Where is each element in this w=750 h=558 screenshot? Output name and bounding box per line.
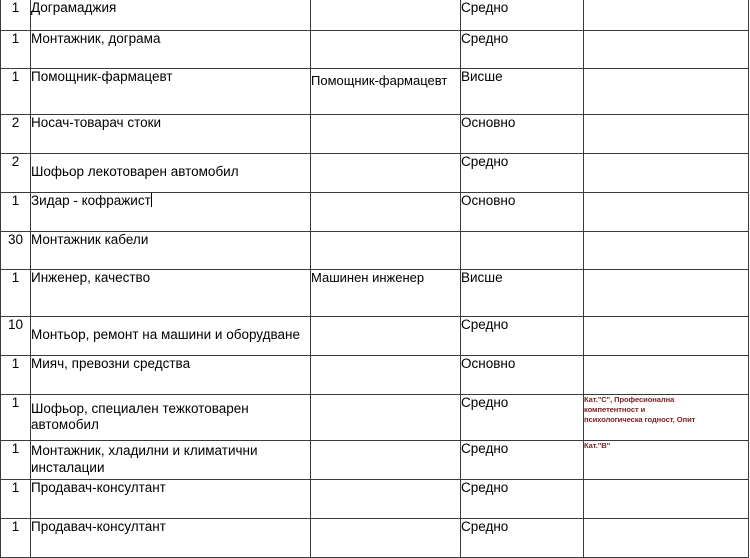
cell-education[interactable]: Средно (461, 30, 584, 68)
table-row[interactable] (1, 30, 749, 68)
cell-requirements[interactable] (584, 114, 749, 153)
cell-specialty[interactable] (311, 479, 461, 518)
cell-education[interactable]: Основно (461, 192, 584, 231)
cell-requirements[interactable] (584, 0, 749, 30)
cell-count[interactable]: 10 (1, 316, 31, 355)
cell-count[interactable]: 1 (1, 0, 31, 30)
table-row[interactable] (1, 231, 749, 269)
table-row[interactable] (1, 479, 749, 518)
cell-specialty[interactable]: Помощник-фармацевт (311, 68, 461, 114)
cell-requirements[interactable] (584, 355, 749, 394)
cell-requirements[interactable] (584, 68, 749, 114)
cell-education[interactable]: Средно (461, 316, 584, 355)
requirement-line: компетентност и (584, 404, 646, 414)
cell-education[interactable]: Средно (461, 153, 584, 192)
table-row[interactable] (1, 355, 749, 394)
cell-position[interactable]: Дограмаджия (31, 0, 311, 30)
cell-specialty[interactable] (311, 394, 461, 440)
cell-position[interactable]: Продавач-консултант (31, 518, 311, 557)
cell-count[interactable]: 1 (1, 394, 31, 440)
table-row[interactable] (1, 192, 749, 231)
cell-education[interactable]: Основно (461, 355, 584, 394)
table-row[interactable] (1, 518, 749, 557)
table-row[interactable] (1, 269, 749, 316)
cell-education[interactable]: Средно (461, 479, 584, 518)
cell-position[interactable]: Помощник-фармацевт (31, 68, 311, 114)
cell-count[interactable]: 1 (1, 269, 31, 316)
text-cursor-caret (151, 193, 152, 207)
cell-count[interactable]: 1 (1, 68, 31, 114)
cell-requirements[interactable] (584, 440, 749, 479)
cell-count[interactable]: 1 (1, 440, 31, 479)
cell-education[interactable]: Средно (461, 0, 584, 30)
cell-position[interactable] (31, 192, 311, 231)
cell-position[interactable]: Носач-товарач стоки (31, 114, 311, 153)
requirement-line: Кат."C", Професионална (584, 394, 675, 404)
cell-count[interactable]: 30 (1, 231, 31, 269)
cell-requirements[interactable] (584, 30, 749, 68)
cell-position[interactable]: Монтажник, хладилни и климатични инсталации (31, 440, 311, 479)
cell-education[interactable]: Висше (461, 68, 584, 114)
cell-count[interactable]: 1 (1, 355, 31, 394)
cell-position[interactable]: Шофьор, специален тежкотоварен автомобил (31, 394, 311, 440)
cell-count[interactable]: 1 (1, 518, 31, 557)
cell-specialty[interactable]: Машинен инженер (311, 269, 461, 316)
table-row[interactable] (1, 316, 749, 355)
cell-position[interactable]: Монтьор, ремонт на машини и оборудване (31, 316, 311, 355)
cell-specialty[interactable] (311, 153, 461, 192)
cell-specialty[interactable] (311, 30, 461, 68)
cell-count[interactable]: 1 (1, 479, 31, 518)
cell-position[interactable]: Монтажник, дограма (31, 30, 311, 68)
cell-specialty[interactable] (311, 355, 461, 394)
cell-count[interactable]: 2 (1, 153, 31, 192)
cell-count[interactable]: 1 (1, 192, 31, 231)
cell-specialty[interactable] (311, 192, 461, 231)
cell-requirements[interactable] (584, 316, 749, 355)
table-row[interactable] (1, 0, 749, 30)
cell-count[interactable]: 1 (1, 30, 31, 68)
table-row[interactable] (1, 114, 749, 153)
cell-requirements[interactable] (584, 269, 749, 316)
cell-specialty[interactable] (311, 231, 461, 269)
cell-specialty[interactable] (311, 518, 461, 557)
cell-education[interactable]: Висше (461, 269, 584, 316)
cell-count[interactable]: 2 (1, 114, 31, 153)
table-row[interactable] (1, 68, 749, 114)
cell-education[interactable]: Основно (461, 114, 584, 153)
table-body (1, 0, 749, 557)
cell-position[interactable]: Мияч, превозни средства (31, 355, 311, 394)
cell-education[interactable] (461, 231, 584, 269)
table-row[interactable] (1, 440, 749, 479)
cell-requirements[interactable] (584, 479, 749, 518)
cell-requirements[interactable] (584, 394, 749, 440)
cell-position[interactable]: Шофьор лекотоварен автомобил (31, 153, 311, 192)
cell-position[interactable]: Монтажник кабели (31, 231, 311, 269)
cell-education[interactable]: Средно (461, 518, 584, 557)
cell-position-text: Зидар - кофражист (31, 192, 151, 208)
table-row[interactable] (1, 153, 749, 192)
cell-specialty[interactable] (311, 440, 461, 479)
table-row[interactable] (1, 394, 749, 440)
cell-requirements[interactable] (584, 231, 749, 269)
cell-requirements[interactable] (584, 153, 749, 192)
cell-requirements[interactable] (584, 192, 749, 231)
cell-position[interactable]: Продавач-консултант (31, 479, 311, 518)
cell-specialty[interactable] (311, 114, 461, 153)
cell-education[interactable]: Средно (461, 440, 584, 479)
cell-specialty[interactable] (311, 0, 461, 30)
cell-education[interactable]: Средно (461, 394, 584, 440)
cell-position[interactable]: Инженер, качество (31, 269, 311, 316)
requirement-line: Кат."B" (584, 440, 611, 450)
cell-requirements[interactable] (584, 518, 749, 557)
requirement-line: психологическа годност, Опит (584, 414, 696, 424)
cell-specialty[interactable] (311, 316, 461, 355)
